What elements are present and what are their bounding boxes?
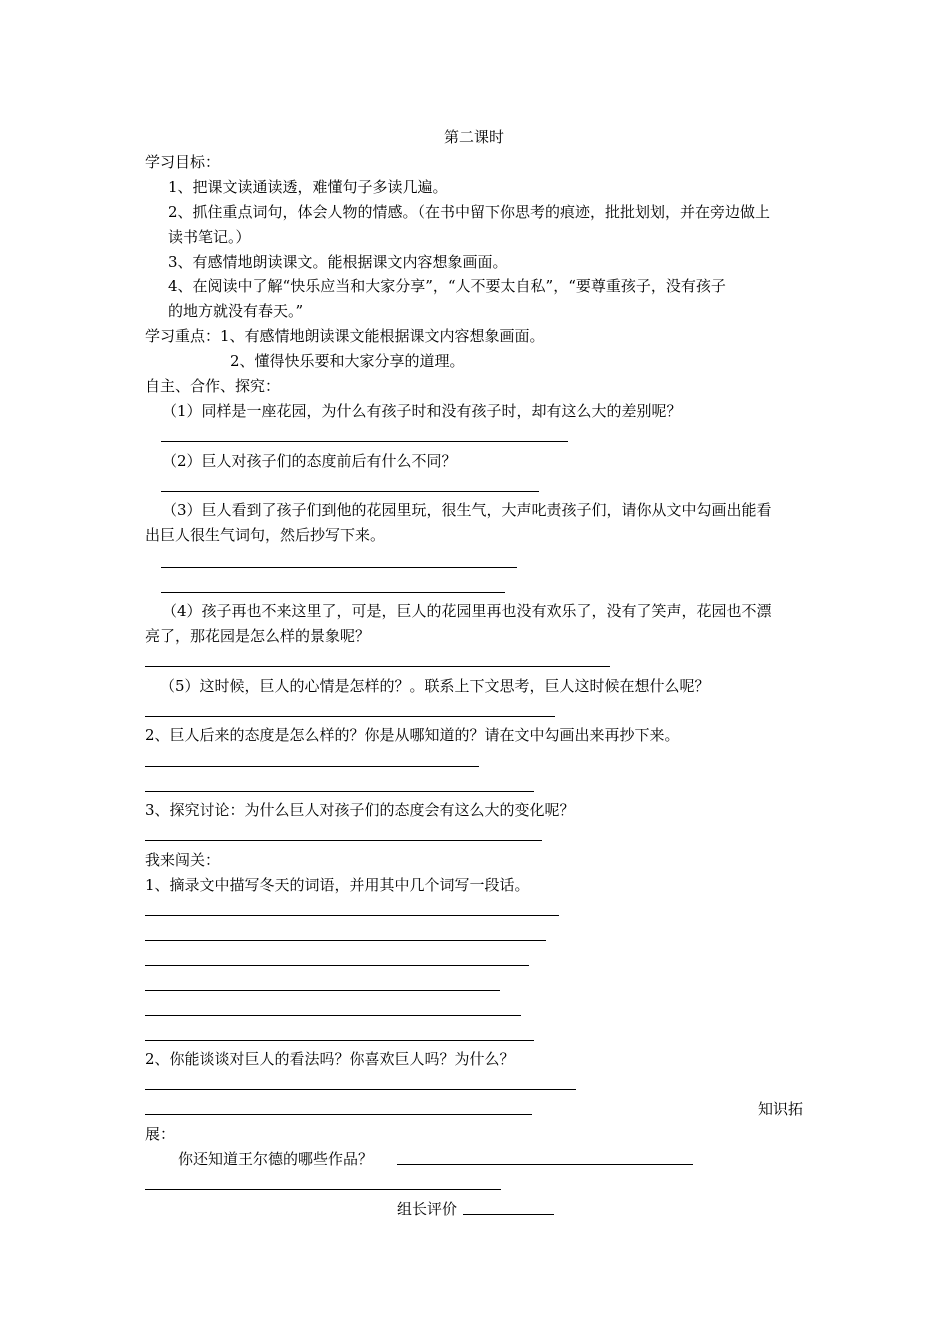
- extension-heading-b: 展：: [145, 1125, 176, 1143]
- answer-line[interactable]: [161, 592, 505, 593]
- objective-item: 3、有感情地朗读课文。能根据课文内容想象画面。: [168, 253, 508, 271]
- explore-heading: 自主、合作、探究：: [145, 377, 281, 395]
- explore-question-1: （1）同样是一座花园，为什么有孩子时和没有孩子时，却有这么大的差别呢？: [162, 402, 682, 420]
- objective-item: 读书笔记。）: [168, 228, 251, 246]
- page-title: 第二课时: [444, 128, 505, 146]
- answer-line[interactable]: [145, 940, 546, 941]
- focus-line-1: 学习重点：1、有感情地朗读课文能根据课文内容想象画面。: [145, 327, 545, 345]
- answer-line[interactable]: [145, 1189, 501, 1190]
- objective-item: 4、在阅读中了解“快乐应当和大家分享”，“人不要太自私”，“要尊重孩子，没有孩子: [168, 277, 726, 295]
- answer-line[interactable]: [161, 441, 568, 442]
- section-3-question: 3、探究讨论：为什么巨人对孩子们的态度会有这么大的变化呢？: [145, 801, 575, 819]
- answer-line[interactable]: [145, 840, 542, 841]
- answer-line[interactable]: [145, 915, 559, 916]
- answer-line[interactable]: [145, 791, 534, 792]
- extension-heading-a: 知识拓: [758, 1100, 804, 1118]
- objective-item: 2、抓住重点词句，体会人物的情感。（在书中留下你思考的痕迹，批批划划，并在旁边做上: [168, 203, 771, 221]
- answer-line[interactable]: [145, 1040, 534, 1041]
- extension-question: 你还知道王尔德的哪些作品？: [178, 1150, 374, 1168]
- explore-question-4a: （4）孩子再也不来这里了，可是，巨人的花园里再也没有欢乐了，没有了笑声，花园也不漂: [162, 602, 772, 620]
- answer-line[interactable]: [145, 965, 529, 966]
- explore-question-5: （5）这时候，巨人的心情是怎样的？。联系上下文思考，巨人这时候在想什么呢？: [160, 677, 710, 695]
- answer-line[interactable]: [397, 1164, 693, 1165]
- explore-question-4b: 亮了，那花园是怎么样的景象呢？: [145, 627, 371, 645]
- answer-line[interactable]: [145, 990, 500, 991]
- challenge-question-1: 1、摘录文中描写冬天的词语，并用其中几个词写一段话。: [145, 876, 530, 894]
- explore-question-3a: （3）巨人看到了孩子们到他的花园里玩，很生气，大声叱责孩子们，请你从文中勾画出能看: [162, 501, 772, 519]
- challenge-question-2: 2、你能谈谈对巨人的看法吗？你喜欢巨人吗？为什么？: [145, 1050, 515, 1068]
- evaluation-line[interactable]: [463, 1214, 554, 1215]
- answer-line[interactable]: [145, 666, 610, 667]
- answer-line[interactable]: [145, 716, 555, 717]
- evaluation-label: 组长评价: [397, 1200, 458, 1218]
- explore-question-2: （2）巨人对孩子们的态度前后有什么不同？: [162, 452, 457, 470]
- answer-line[interactable]: [145, 1114, 532, 1115]
- answer-line[interactable]: [145, 1089, 576, 1090]
- answer-line[interactable]: [161, 567, 517, 568]
- objective-item: 1、把课文读通读透，难懂句子多读几遍。: [168, 178, 448, 196]
- answer-line[interactable]: [145, 766, 479, 767]
- explore-question-3b: 出巨人很生气词句，然后抄写下来。: [145, 526, 386, 544]
- section-2-question: 2、巨人后来的态度是怎么样的？你是从哪知道的？请在文中勾画出来再抄下来。: [145, 726, 680, 744]
- challenge-heading: 我来闯关：: [145, 851, 221, 869]
- answer-line[interactable]: [161, 491, 539, 492]
- objective-item: 的地方就没有春天。”: [168, 302, 304, 320]
- focus-line-2: 2、懂得快乐要和大家分享的道理。: [230, 352, 465, 370]
- answer-line[interactable]: [145, 1015, 521, 1016]
- objectives-heading: 学习目标：: [145, 153, 221, 171]
